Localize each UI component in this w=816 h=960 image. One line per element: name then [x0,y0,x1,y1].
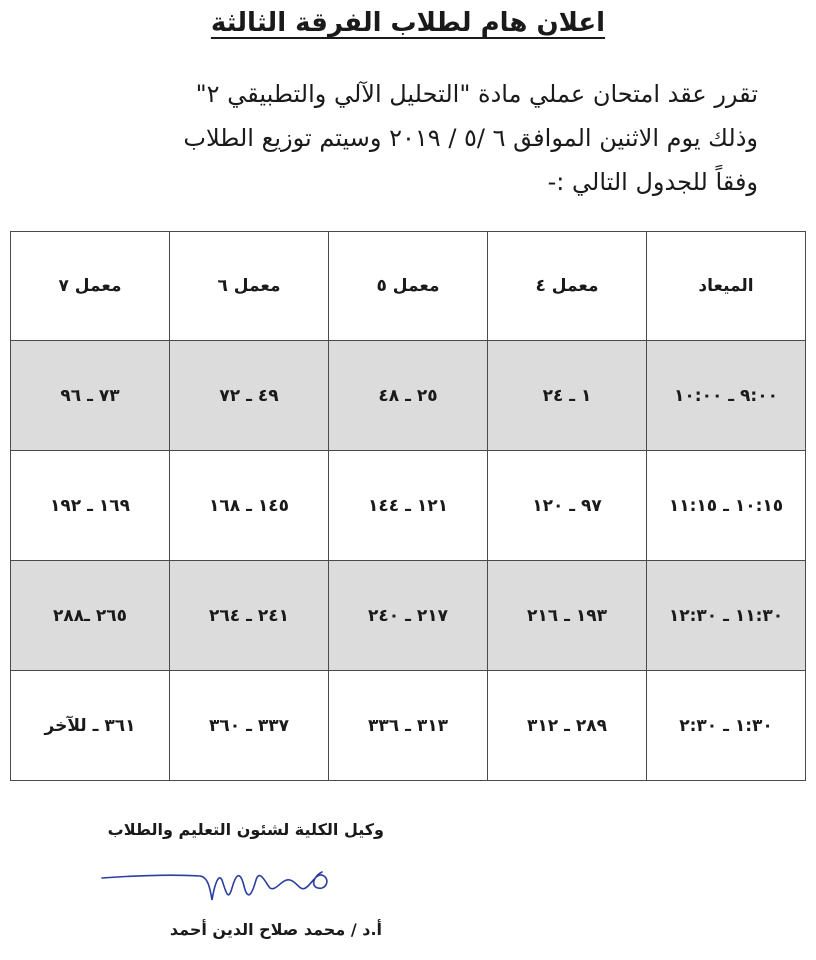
header-lab-7: معمل ٧ [11,232,170,341]
intro-line-2: وذلك يوم الاثنين الموافق ٦ /٥ / ٢٠١٩ وسيتم توزيع الطلاب [183,124,758,152]
header-lab-5: معمل ٥ [329,232,488,341]
signature-stroke [102,872,327,900]
intro-line-3: وفقاً للجدول التالي :- [547,168,758,196]
table-cell: ١ ـ ٢٤ [488,341,647,451]
table-cell: ٢٨٩ ـ ٣١٢ [488,671,647,781]
table-cell: ٧٣ ـ ٩٦ [11,341,170,451]
table-row [11,341,806,451]
header-lab-4: معمل ٤ [488,232,647,341]
announcement-title-text: اعلان هام لطلاب الفرقة الثالثة [210,8,606,38]
table-cell: ١:٣٠ ـ ٢:٣٠ [647,671,806,781]
header-time: الميعاد [647,232,806,341]
table-cell: ١٦٩ ـ ١٩٢ [11,451,170,561]
signatory-name: أ.د / محمد صلاح الدين أحمد [169,920,382,939]
table-cell: ١٠:١٥ ـ ١١:١٥ [647,451,806,561]
table-cell: ١٤٥ ـ ١٦٨ [170,451,329,561]
table-cell: ٢٤١ ـ ٢٦٤ [170,561,329,671]
table-cell: ١٩٣ ـ ٢١٦ [488,561,647,671]
table-cell: ٣٦١ ـ للآخر [11,671,170,781]
header-lab-6: معمل ٦ [170,232,329,341]
announcement-title [0,8,816,38]
schedule-table [10,231,806,781]
table-row [11,451,806,561]
table-row [11,671,806,781]
table-cell: ٣١٣ ـ ٣٣٦ [329,671,488,781]
table-cell: ٢٥ ـ ٤٨ [329,341,488,451]
table-cell: ٢٦٥ ـ٢٨٨ [11,561,170,671]
table-cell: ١١:٣٠ ـ ١٢:٣٠ [647,561,806,671]
signature-image [100,858,350,908]
table-cell: ٤٩ ـ ٧٢ [170,341,329,451]
intro-line-1: تقرر عقد امتحان عملي مادة "التحليل الآلي والتطبيقي ٢" [195,80,758,108]
table-header-row [11,232,806,341]
signatory-position: وكيل الكلية لشئون التعليم والطلاب [107,820,384,839]
table-cell: ٢١٧ ـ ٢٤٠ [329,561,488,671]
table-row [11,561,806,671]
intro-text [38,72,758,204]
table-cell: ٩٧ ـ ١٢٠ [488,451,647,561]
table-cell: ٣٣٧ ـ ٣٦٠ [170,671,329,781]
table-cell: ١٢١ ـ ١٤٤ [329,451,488,561]
table-cell: ٩:٠٠ ـ ١٠:٠٠ [647,341,806,451]
